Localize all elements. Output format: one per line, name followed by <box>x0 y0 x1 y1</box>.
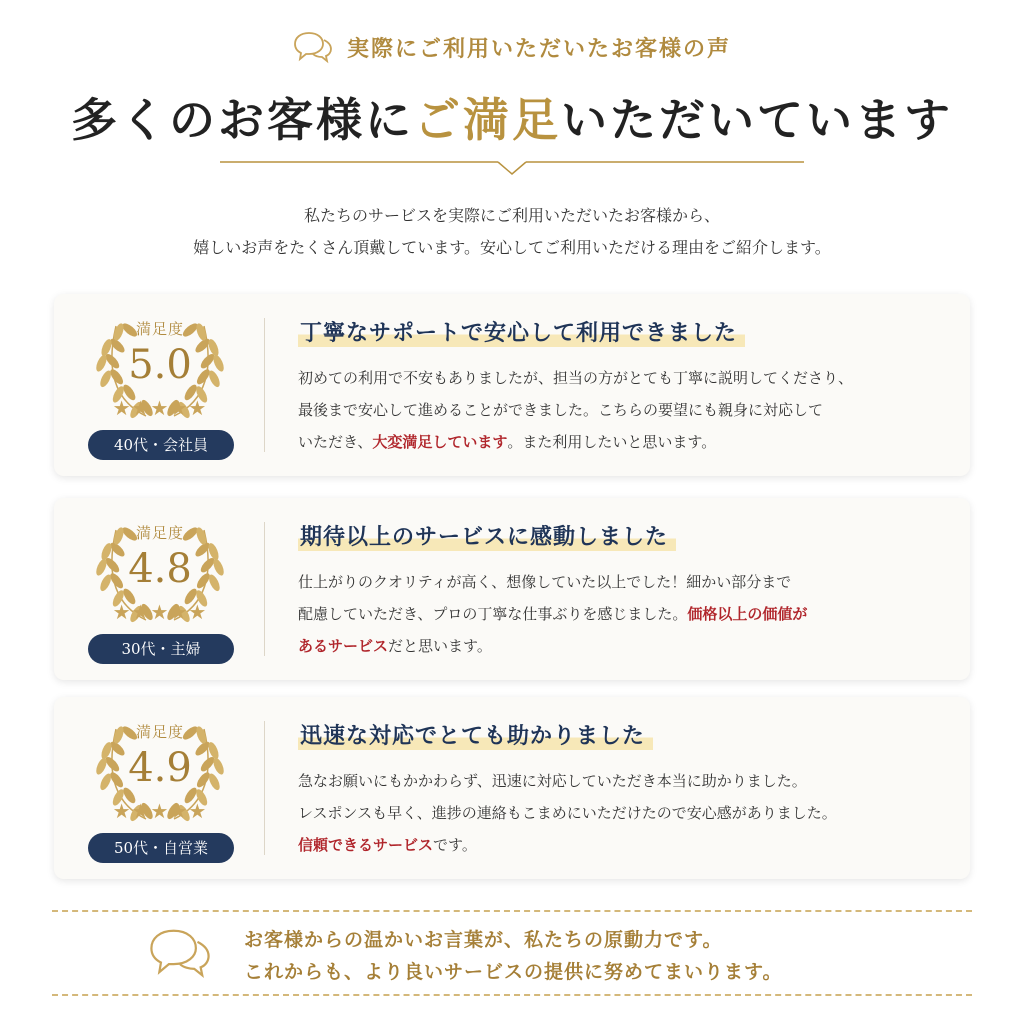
review-line: レスポンスも早く、進捗の連絡もこまめにいただけたので安心感がありました。 <box>298 804 837 822</box>
rating-panel <box>54 697 266 879</box>
review-line: 急なお願いにもかかわらず、迅速に対応していただき本当に助かりました。 <box>298 772 807 790</box>
star-rating: ★★★★★ <box>112 600 208 624</box>
title-part2: いただいています <box>561 93 953 147</box>
customer-badge: 30代・主婦 <box>88 634 234 664</box>
card-divider <box>264 721 265 855</box>
footer-divider-bottom <box>52 994 972 996</box>
title-divider <box>220 154 804 180</box>
intro-text <box>0 200 1024 264</box>
review-highlight: 大変満足しています <box>372 433 508 451</box>
speech-bubbles-icon <box>293 30 333 64</box>
eyebrow <box>0 30 1024 64</box>
review-highlight: 価格以上の価値が <box>687 605 808 623</box>
review-text: いただき、 <box>298 433 373 451</box>
title-part1: 多くのお客様に <box>71 93 414 147</box>
satisfaction-label: 満足度 <box>135 320 184 338</box>
review-title: 丁寧なサポートで安心して利用できました <box>298 316 745 347</box>
satisfaction-score: 4.9 <box>128 745 192 791</box>
review-body <box>298 765 948 861</box>
footer-line-1: お客様からの温かいお言葉が、私たちの原動力です。 <box>244 929 723 951</box>
star-rating: ★★★★★ <box>112 799 208 823</box>
card-divider <box>264 318 265 452</box>
review-text: です。 <box>433 836 477 854</box>
review-title: 期待以上のサービスに感動しました <box>298 520 676 551</box>
customer-badge: 40代・会社員 <box>88 430 234 460</box>
satisfaction-label: 満足度 <box>135 723 184 741</box>
satisfaction-label: 満足度 <box>135 524 184 542</box>
customer-badge: 50代・自営業 <box>88 833 234 863</box>
satisfaction-score: 4.8 <box>128 546 192 592</box>
star-rating: ★★★★★ <box>112 396 208 420</box>
review-text: だと思います。 <box>388 637 492 655</box>
review-title: 迅速な対応でとても助かりました <box>298 719 653 750</box>
review-line <box>298 426 948 458</box>
intro-line-2: 嬉しいお声をたくさん頂戴しています。安心してご利用いただける理由をご紹介します。 <box>193 238 831 257</box>
footer-divider-top <box>52 910 972 912</box>
footer-line-2: これからも、より良いサービスの提供に努めてまいります。 <box>244 961 783 983</box>
speech-bubbles-icon <box>148 926 212 980</box>
rating-panel <box>54 294 266 476</box>
review-highlight: 信頼できるサービス <box>298 836 434 854</box>
review-line: 初めての利用で不安もありましたが、担当の方がとても丁寧に説明してくださり、 <box>298 369 854 387</box>
card-divider <box>264 522 265 656</box>
review-body <box>298 566 948 662</box>
review-text: 。また利用したいと思います。 <box>507 433 717 451</box>
intro-line-1: 私たちのサービスを実際にご利用いただいたお客様から、 <box>303 206 720 225</box>
review-line: 仕上がりのクオリティが高く、想像していた以上でした！細かい部分まで <box>298 573 792 591</box>
review-text: 配慮していただき、プロの丁寧な仕事ぶりを感じました。 <box>298 605 688 623</box>
title-highlight: ご満足 <box>414 93 561 147</box>
review-card <box>54 294 970 476</box>
footer-message <box>244 924 782 988</box>
review-card <box>54 498 970 680</box>
review-line <box>298 630 948 662</box>
review-line <box>298 829 948 861</box>
satisfaction-score: 5.0 <box>128 342 192 388</box>
eyebrow-text: 実際にご利用いただいたお客様の声 <box>346 35 731 62</box>
review-body <box>298 362 948 458</box>
rating-panel <box>54 498 266 680</box>
page-title <box>0 84 1024 150</box>
review-highlight: あるサービス <box>298 637 389 655</box>
review-line <box>298 598 948 630</box>
review-line: 最後まで安心して進めることができました。こちらの要望にも親身に対応して <box>298 401 824 419</box>
review-card <box>54 697 970 879</box>
